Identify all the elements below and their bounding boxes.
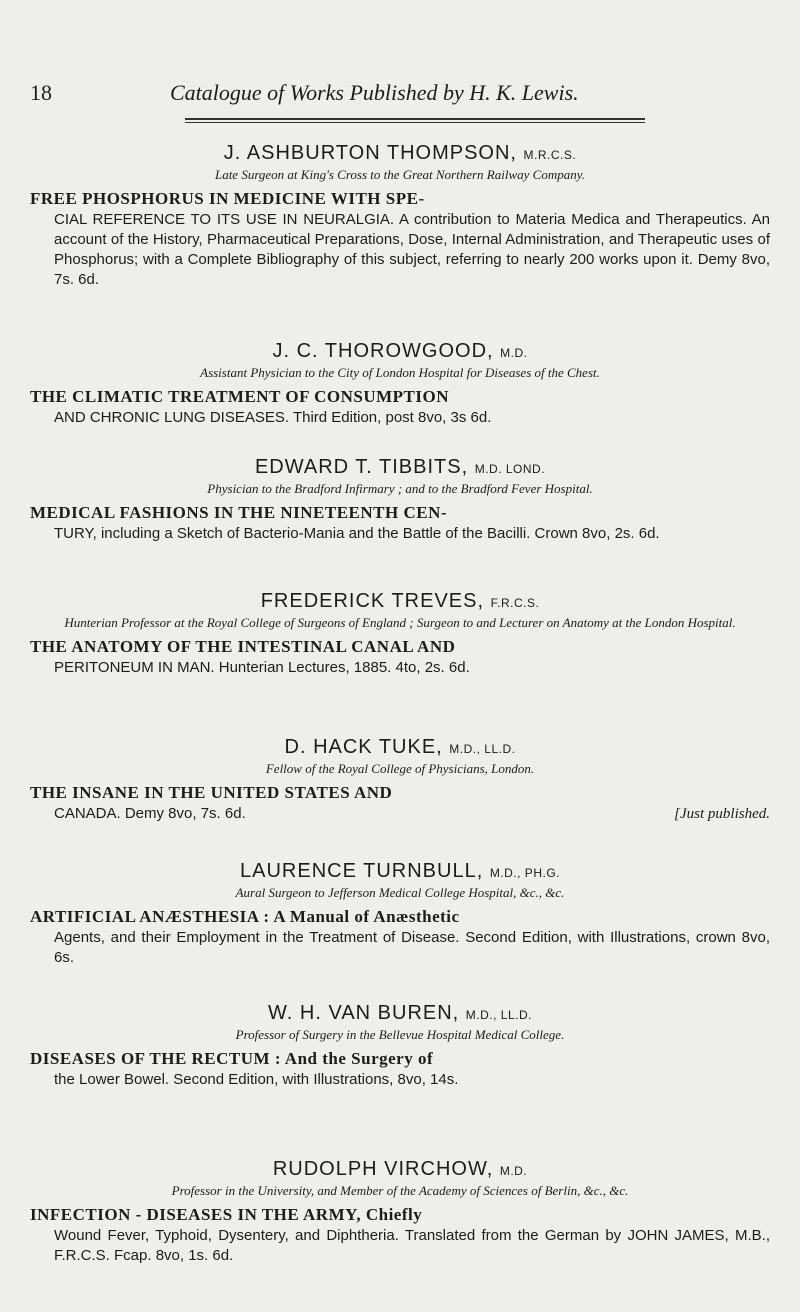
book-title: DISEASES OF THE RECTUM : And the Surgery of [30,1049,434,1068]
page-header [30,80,770,110]
book-title: THE CLIMATIC TREATMENT OF CONSUMPTION [30,387,449,406]
author-line [30,1002,770,1025]
author-affiliation: Physician to the Bradford Infirmary ; and to the Bradford Fever Hospital. [207,481,593,496]
author-line [30,736,770,759]
book-details: TURY, including a Sketch of Bacterio-Mania and the Battle of the Bacilli. Crown 8vo, 2s. 6d. [54,525,660,542]
author-name: FREDERICK TREVES, [260,590,485,612]
author-degree: M.R.C.S. [523,148,577,162]
author-degree: M.D. [499,1164,528,1178]
author-name: D. HACK TUKE, [284,736,443,758]
book-title: FREE PHOSPHORUS IN MEDICINE WITH SPE- [30,189,425,208]
author-degree: M.D., PH.G. [489,866,560,880]
author-name: LAURENCE TURNBULL, [240,860,484,882]
catalogue-entry [30,1158,770,1266]
book-details: Wound Fever, Typhoid, Dysentery, and Diphtheria. Translated from the German by JOHN JAMES, M.B., F.R.C.S. Fcap. 8vo, 1s. 6d. [54,1227,770,1264]
author-name: J. C. THOROWGOOD, [272,340,494,362]
author-affiliation: Professor in the University, and Member of the Academy of Sciences of Berlin, &c., &c. [171,1183,629,1198]
book-details-text: CANADA. Demy 8vo, 7s. 6d. [54,805,246,822]
book-title: INFECTION - DISEASES IN THE ARMY, Chiefly [30,1205,423,1224]
book-title: ARTIFICIAL ANÆSTHESIA : A Manual of Anæsthetic [30,907,460,926]
book-title: MEDICAL FASHIONS IN THE NINETEENTH CEN- [30,503,448,522]
author-affiliation: Aural Surgeon to Jefferson Medical College Hospital, &c., &c. [235,885,565,900]
author-affiliation: Hunterian Professor at the Royal College of Surgeons of England ; Surgeon to and Lecturer on Anatomy at the London Hospital. [64,615,736,630]
author-degree: M.D., LL.D. [449,742,516,756]
book-description [30,637,770,678]
book-details: AND CHRONIC LUNG DISEASES. Third Edition, post 8vo, 3s 6d. [54,409,492,426]
running-title: Catalogue of Works Published by H. K. Lewis. [170,80,579,105]
author-affiliation: Assistant Physician to the City of London Hospital for Diseases of the Chest. [200,365,600,380]
catalogue-entry [30,736,770,824]
book-description [30,907,770,968]
author-name: J. ASHBURTON THOMPSON, [223,142,517,164]
author-degree: M.D. LOND. [474,462,546,476]
author-name: EDWARD T. TIBBITS, [254,456,469,478]
catalogue-entry [30,456,770,544]
catalogue-page [30,0,770,1312]
author-degree: M.D., LL.D. [465,1008,532,1022]
book-details: CIAL REFERENCE TO ITS USE IN NEURALGIA. A contribution to Materia Medica and Therapeutics. An account of the History, Pharmaceutical Preparations, Dose, Internal Administration, and Therapeutic uses of Phosphorus; with a Complete Bibliography of this subject, referring to nearly 200 works upon it. Demy 8vo, 7s. 6d. [54,211,770,288]
page-number: 18 [30,80,52,105]
author-line [30,456,770,479]
author-line [30,860,770,883]
author-name: W. H. VAN BUREN, [268,1002,460,1024]
book-description [30,189,770,290]
author-affiliation: Professor of Surgery in the Bellevue Hospital Medical College. [235,1027,565,1042]
header-rule-thin [185,122,645,123]
author-affiliation: Late Surgeon at King's Cross to the Great Northern Railway Company. [214,167,586,182]
author-line [30,1158,770,1181]
catalogue-entry [30,590,770,678]
publication-note: [Just published. [674,806,770,822]
author-degree: F.R.C.S. [490,596,540,610]
book-title: THE INSANE IN THE UNITED STATES AND [30,783,393,802]
catalogue-entry [30,340,770,428]
header-rule [185,118,645,120]
book-description [30,503,770,544]
book-details: PERITONEUM IN MAN. Hunterian Lectures, 1885. 4to, 2s. 6d. [54,659,470,676]
catalogue-entry [30,1002,770,1090]
catalogue-entry [30,142,770,290]
author-affiliation: Fellow of the Royal College of Physicians, London. [265,761,535,776]
book-details: Agents, and their Employment in the Treatment of Disease. Second Edition, with Illustrations, crown 8vo, 6s. [54,929,770,966]
book-description [30,387,770,428]
catalogue-entry [30,860,770,968]
book-details: the Lower Bowel. Second Edition, with Illustrations, 8vo, 14s. [54,1071,459,1088]
book-description [30,783,770,824]
book-description [30,1049,770,1090]
author-line [30,590,770,613]
book-title: THE ANATOMY OF THE INTESTINAL CANAL AND [30,637,456,656]
book-details [30,804,770,824]
author-line [30,142,770,165]
book-description [30,1205,770,1266]
author-line [30,340,770,363]
author-degree: M.D. [500,346,528,360]
author-name: RUDOLPH VIRCHOW, [272,1158,494,1180]
